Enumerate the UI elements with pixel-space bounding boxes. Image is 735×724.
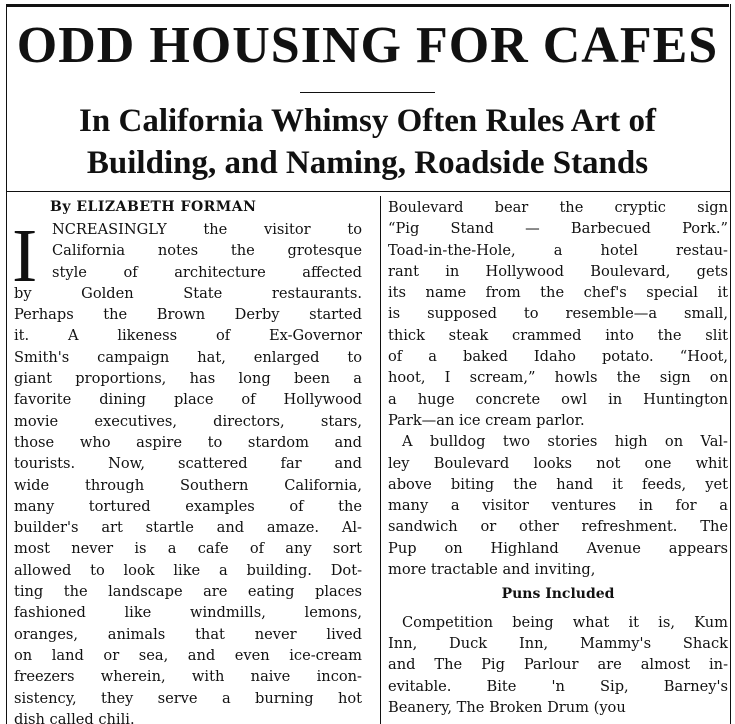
text-line: dish called chili. [14, 710, 135, 724]
section-heading: Puns Included [501, 586, 615, 603]
text-line: by Golden State restaurants. [14, 284, 362, 302]
text-line: ley Boulevard looks not one whit [388, 454, 728, 472]
right-paragraph-2 [388, 431, 728, 580]
text-line: builder's art startle and amaze. Al- [14, 519, 362, 537]
byline: By ELIZABETH FORMAN [50, 199, 257, 215]
text-line: most never is a cafe of any sort [14, 540, 362, 558]
text-line: A bulldog two stories high on Val- [402, 433, 728, 451]
text-line: Competition being what it is, Kum [402, 613, 728, 631]
text-line: sandwich or other refreshment. The [388, 518, 728, 536]
column-divider [380, 196, 381, 724]
text-line: and The Pig Parlour are almost in- [388, 656, 728, 674]
headline-divider [300, 92, 435, 93]
text-line: more tractable and inviting, [388, 561, 596, 579]
text-line: favorite dining place of Hollywood [14, 391, 362, 409]
text-line: above biting the hand it feeds, yet [388, 475, 728, 493]
text-line: those who aspire to stardom and [14, 433, 362, 451]
text-line: NCREASINGLY the visitor to [52, 221, 362, 238]
text-line: evitable. Bite 'n Sip, Barney's [388, 677, 728, 695]
subheadline [0, 100, 735, 184]
text-line: tourists. Now, scattered far and [14, 455, 362, 473]
text-line: California notes the grotesque [52, 242, 362, 260]
text-line: “Pig Stand — Barbecued Pork.” [388, 220, 728, 238]
text-line: style of architecture affected [52, 263, 362, 281]
text-line: Park—an ice cream parlor. [388, 411, 585, 429]
text-line: hoot, I scream,” howls the sign on [388, 369, 728, 387]
text-line: rant in Hollywood Boulevard, gets [388, 262, 728, 280]
right-paragraph-1 [388, 197, 728, 431]
text-line: giant proportions, has long been a [14, 370, 362, 388]
text-line: of a baked Idaho potato. “Hoot, [388, 348, 728, 366]
subheadline-line: Building, and Naming, Roadside Stands [86, 145, 649, 181]
text-line: on land or sea, and even ice-cream [14, 646, 362, 664]
text-line: Perhaps the Brown Derby started [14, 306, 362, 324]
headline: ODD HOUSING FOR CAFES [16, 17, 719, 74]
text-line: its name from the chef's special it [388, 284, 728, 302]
right-paragraph-3 [388, 612, 728, 718]
text-line: ting the landscape are eating places [14, 583, 362, 601]
text-line: Beanery, The Broken Drum (you [388, 698, 626, 716]
text-line: it. A likeness of Ex-Governor [14, 327, 362, 345]
text-line: Toad-in-the-Hole, a hotel restau- [388, 241, 728, 259]
text-line: wide through Southern California, [14, 476, 362, 494]
text-line: thick steak crammed into the slit [388, 326, 728, 344]
text-line: is supposed to resemble—a small, [388, 305, 728, 323]
right-column [388, 197, 728, 718]
subheadline-line: In California Whimsy Often Rules Art of [79, 103, 656, 139]
text-line: many tortured examples of the [14, 497, 362, 515]
text-line: Boulevard bear the cryptic sign [388, 199, 728, 216]
subheadline-divider [6, 191, 731, 192]
text-line: movie executives, directors, stars, [14, 412, 362, 430]
text-line: Inn, Duck Inn, Mammy's Shack [388, 634, 728, 652]
text-line: oranges, animals that never lived [14, 625, 362, 643]
text-line: fashioned like windmills, lemons, [14, 604, 362, 622]
text-line: many a visitor ventures in for a [388, 497, 728, 515]
text-line: Pup on Highland Avenue appears [388, 539, 728, 557]
text-line: freezers wherein, with naive incon- [14, 668, 362, 686]
top-border-rule [6, 4, 729, 7]
text-line: a huge concrete owl in Huntington [388, 390, 728, 408]
text-line: allowed to look like a building. Dot- [14, 561, 362, 579]
left-column [12, 214, 362, 724]
drop-cap: I [12, 214, 38, 298]
text-line: Smith's campaign hat, enlarged to [14, 348, 362, 366]
text-line: sistency, they serve a burning hot [14, 689, 362, 707]
